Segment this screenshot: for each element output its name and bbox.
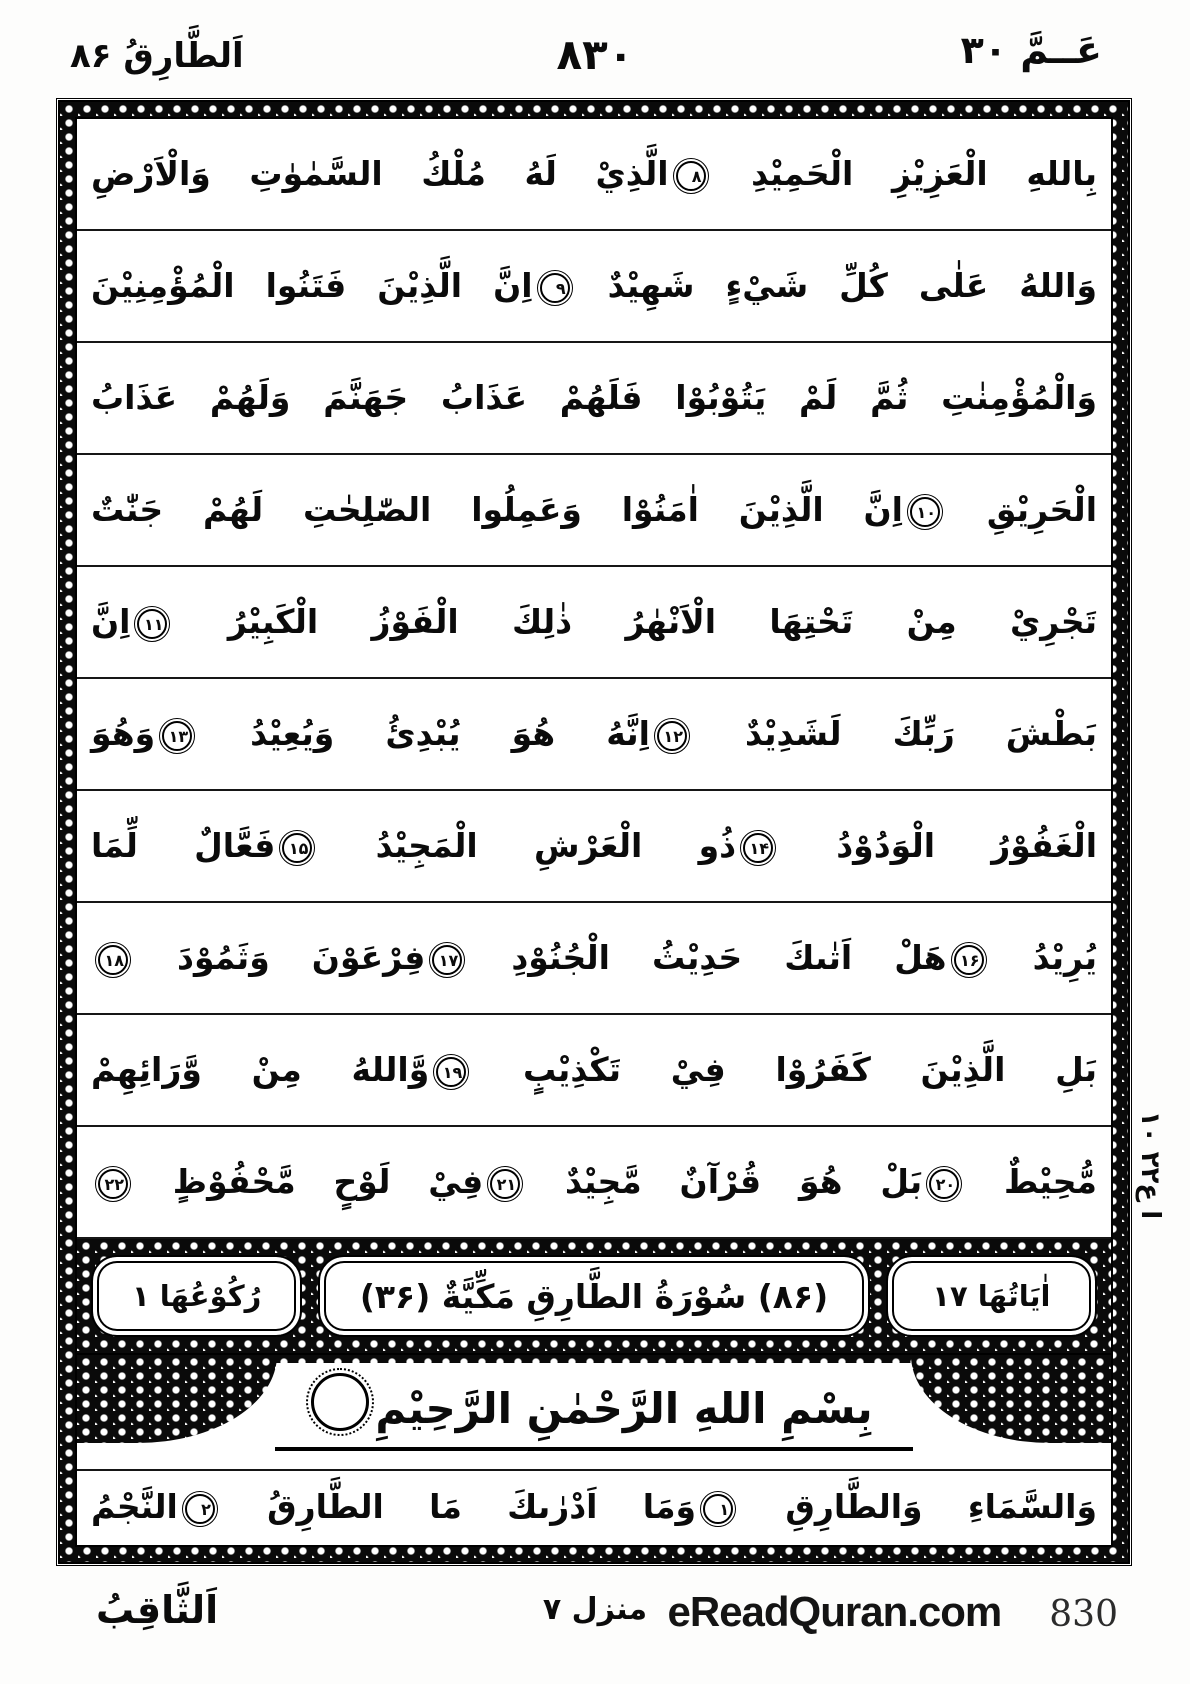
ruku-margin-marker: ا ع۲۲ ۱۰ — [1135, 1110, 1165, 1220]
ayah-number-marker: ۱۲ — [657, 721, 687, 751]
quran-line — [77, 567, 1111, 679]
quran-line — [77, 231, 1111, 343]
quran-line-text: وَالسَّمَاءِ وَالطَّارِقِ ۱وَمَا اَدْرٰىكَ مَا الطَّارِقُ ۲النَّجْمُ — [91, 1487, 1097, 1527]
ayah-number-marker: ۱۶ — [954, 945, 984, 975]
quran-line-text: بِاللهِ الْعَزِيْزِ الْحَمِيْدِ ۸الَّذِيْ لَهُ مُلْكُ السَّمٰوٰتِ وَالْاَرْضِ — [91, 154, 1097, 194]
quran-line-text: تَجْرِيْ مِنْ تَحْتِهَا الْاَنْهٰرُ ذٰلِكَ الْفَوْزُ الْكَبِيْرُ ۱۱اِنَّ — [91, 602, 1097, 642]
ayah-number-marker: ۱۰ — [910, 497, 940, 527]
bismillah-band — [77, 1355, 1111, 1471]
quran-line — [77, 455, 1111, 567]
surah-title-banner — [77, 1239, 1111, 1355]
medallion-ornament-icon — [311, 1373, 369, 1431]
quran-line — [77, 1471, 1111, 1543]
footer-page-number: 830 — [1049, 1594, 1118, 1635]
ayah-number-marker: ۸ — [676, 161, 706, 191]
ayah-number-marker: ۲ — [185, 1494, 215, 1524]
quran-line — [77, 1015, 1111, 1127]
ayah-number-marker: ۱۴ — [743, 833, 773, 863]
quran-line — [77, 791, 1111, 903]
quran-line-text: بَلِ الَّذِيْنَ كَفَرُوْا فِيْ تَكْذِيْبٍ ۱۹وَّاللهُ مِنْ وَّرَائِهِمْ — [91, 1050, 1097, 1090]
bismillah-calligraphy: بِسْمِ اللهِ الرَّحْمٰنِ الرَّحِيْمِ — [375, 1384, 873, 1433]
brand-watermark: eReadQuran.com — [667, 1588, 1002, 1635]
ayah-number-marker: ۲۲ — [98, 1169, 128, 1199]
quran-line — [77, 119, 1111, 231]
footer-right-group — [668, 1588, 1119, 1636]
quran-line — [77, 903, 1111, 1015]
quran-line-text: وَاللهُ عَلٰى كُلِّ شَيْءٍ شَهِيْدٌ ۹اِنَّ الَّذِيْنَ فَتَنُوا الْمُؤْمِنِيْنَ — [91, 266, 1098, 306]
page-frame-content — [75, 117, 1113, 1547]
quran-line — [77, 1127, 1111, 1239]
header-page-number-arabic: ۸۳۰ — [556, 30, 634, 79]
footer-manzil-marker: منزل ۷ — [542, 1592, 648, 1627]
quran-line-text: مُّحِيْطٌ ۲۰بَلْ هُوَ قُرْآنٌ مَّجِيْدٌ ۲۱فِيْ لَوْحٍ مَّحْفُوْظٍ ۲۲ — [91, 1163, 1097, 1201]
footer-catchword: اَلثَّاقِبُ — [96, 1588, 219, 1632]
bismillah-text — [275, 1373, 912, 1451]
ayah-number-marker: ۲۰ — [929, 1169, 959, 1199]
quran-line-text: وَالْمُؤْمِنٰتِ ثُمَّ لَمْ يَتُوْبُوْا فَلَهُمْ عَذَابُ جَهَنَّمَ وَلَهُمْ عَذَابُ — [91, 378, 1097, 418]
quran-line — [77, 343, 1111, 455]
quran-line-text: بَطْشَ رَبِّكَ لَشَدِيْدٌ ۱۲اِنَّهُ هُوَ يُبْدِئُ وَيُعِيْدُ ۱۳وَهُوَ — [91, 714, 1097, 754]
quran-line-text: الْغَفُوْرُ الْوَدُوْدُ ۱۴ذُو الْعَرْشِ الْمَجِيْدُ ۱۵فَعَّالٌ لِّمَا — [91, 826, 1098, 866]
quran-line-text: يُرِيْدُ ۱۶هَلْ اَتٰىكَ حَدِيْثُ الْجُنُوْدِ ۱۷فِرْعَوْنَ وَثَمُوْدَ ۱۸ — [91, 939, 1097, 977]
quran-line — [77, 679, 1111, 791]
ayah-number-marker: ۱۷ — [432, 945, 462, 975]
ayah-number-marker: ۲۱ — [490, 1169, 520, 1199]
surah-title-cartouche: (۸۶) سُوْرَةُ الطَّارِقِ مَكِّيَّةٌ (۳۶) — [318, 1255, 870, 1337]
quran-line-text: الْحَرِيْقِ ۱۰اِنَّ الَّذِيْنَ اٰمَنُوْا وَعَمِلُوا الصّٰلِحٰتِ لَهُمْ جَنّٰتٌ — [91, 490, 1098, 530]
header-juz-reference: عَــمَّ ۳۰ — [960, 28, 1102, 72]
ayat-count-cartouche: اٰيَاتُهَا ۱۷ — [886, 1255, 1097, 1337]
ayah-number-marker: ۹ — [540, 273, 570, 303]
ayah-number-marker: ۱ — [703, 1494, 733, 1524]
ayah-number-marker: ۱۸ — [98, 945, 128, 975]
ayah-number-marker: ۱۹ — [436, 1057, 466, 1087]
ayah-number-marker: ۱۱ — [137, 609, 167, 639]
header-surah-reference: اَلطَّارِقُ ۸۶ — [70, 36, 244, 76]
page-frame-border — [58, 100, 1130, 1564]
ayah-number-marker: ۱۵ — [282, 833, 312, 863]
ruku-count-cartouche: رُكُوْعُهَا ۱ — [91, 1255, 302, 1337]
ayah-number-marker: ۱۳ — [162, 721, 192, 751]
